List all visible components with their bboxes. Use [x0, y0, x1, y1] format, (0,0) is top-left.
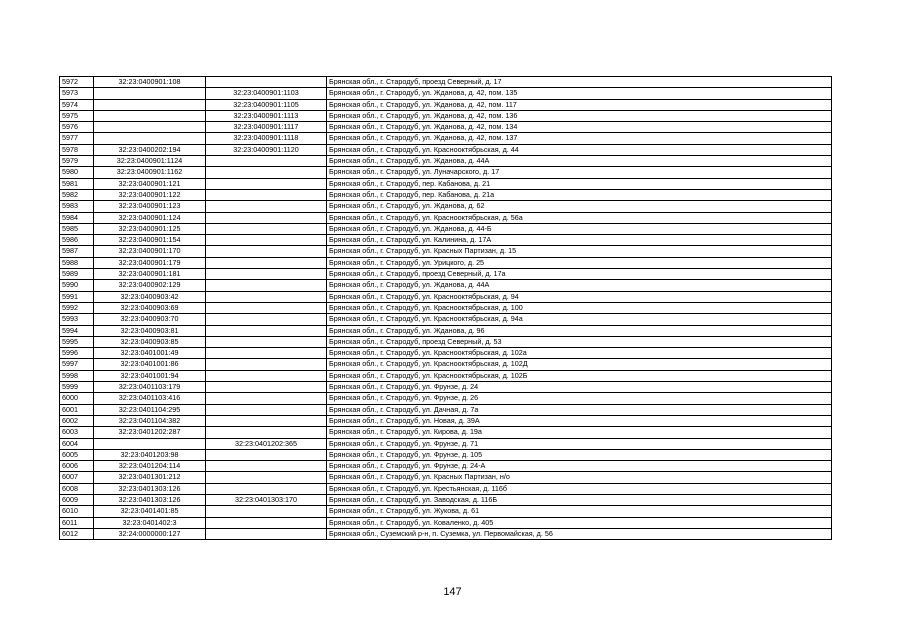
address-cell: Брянская обл., г. Стародуб, ул. Жданова, д. 42, пом. 117 — [327, 99, 832, 110]
row-number-cell: 6006 — [60, 461, 94, 472]
cadastral-number-2-cell — [206, 506, 327, 517]
row-number-cell: 5977 — [60, 133, 94, 144]
address-cell: Брянская обл., г. Стародуб, ул. Дачная, д. 7а — [327, 404, 832, 415]
cadastral-number-cell — [94, 88, 206, 99]
cadastral-number-2-cell — [206, 461, 327, 472]
address-cell: Брянская обл., г. Стародуб, ул. Жданова, д. 44А — [327, 156, 832, 167]
row-number-cell: 5990 — [60, 280, 94, 291]
cadastral-number-cell: 32:23:0401001:49 — [94, 348, 206, 359]
cadastral-number-2-cell — [206, 348, 327, 359]
cadastral-number-cell: 32:23:0401303:126 — [94, 483, 206, 494]
table-row — [60, 427, 832, 438]
cadastral-number-2-cell: 32:23:0400901:1118 — [206, 133, 327, 144]
registry-table — [59, 76, 832, 540]
row-number-cell: 5995 — [60, 336, 94, 347]
address-cell: Брянская обл., г. Стародуб, ул. Фрунзе, д. 105 — [327, 449, 832, 460]
cadastral-number-2-cell: 32:23:0400901:1103 — [206, 88, 327, 99]
table-row — [60, 167, 832, 178]
address-cell: Брянская обл., г. Стародуб, ул. Краснооктябрьская, д. 94а — [327, 314, 832, 325]
cadastral-number-cell: 32:23:0401001:94 — [94, 370, 206, 381]
table-row — [60, 246, 832, 257]
cadastral-number-2-cell — [206, 246, 327, 257]
cadastral-number-2-cell — [206, 291, 327, 302]
address-cell: Брянская обл., г. Стародуб, ул. Фрунзе, д. 24 — [327, 382, 832, 393]
page-number: 147 — [443, 586, 462, 598]
cadastral-number-cell — [94, 438, 206, 449]
address-cell: Брянская обл., г. Стародуб, пер. Кабанова, д. 21а — [327, 189, 832, 200]
table-row — [60, 189, 832, 200]
cadastral-number-2-cell — [206, 314, 327, 325]
row-number-cell: 6008 — [60, 483, 94, 494]
row-number-cell: 5978 — [60, 144, 94, 155]
cadastral-number-cell: 32:23:0401204:114 — [94, 461, 206, 472]
row-number-cell: 6000 — [60, 393, 94, 404]
cadastral-number-2-cell: 32:23:0400901:1105 — [206, 99, 327, 110]
address-cell: Брянская обл., г. Стародуб, ул. Жданова, д. 42, пом. 137 — [327, 133, 832, 144]
cadastral-number-2-cell: 32:23:0401303:170 — [206, 494, 327, 505]
row-number-cell: 5994 — [60, 325, 94, 336]
address-cell: Брянская обл., Суземский р-н, п. Суземка, ул. Первомайская, д. 56 — [327, 528, 832, 539]
table-row — [60, 472, 832, 483]
address-cell: Брянская обл., г. Стародуб, пер. Кабанова, д. 21 — [327, 178, 832, 189]
cadastral-number-2-cell — [206, 212, 327, 223]
address-cell: Брянская обл., г. Стародуб, ул. Краснооктябрьская, д. 94 — [327, 291, 832, 302]
address-cell: Брянская обл., г. Стародуб, ул. Краснооктябрьская, д. 100 — [327, 302, 832, 313]
row-number-cell: 5979 — [60, 156, 94, 167]
address-cell: Брянская обл., г. Стародуб, ул. Краснооктябрьская, д. 102Д — [327, 359, 832, 370]
table-row — [60, 449, 832, 460]
row-number-cell: 5983 — [60, 201, 94, 212]
address-cell: Брянская обл., г. Стародуб, ул. Фрунзе, д. 24-А — [327, 461, 832, 472]
row-number-cell: 6001 — [60, 404, 94, 415]
cadastral-number-cell: 32:23:0401301:212 — [94, 472, 206, 483]
table-row — [60, 178, 832, 189]
row-number-cell: 5991 — [60, 291, 94, 302]
cadastral-number-2-cell — [206, 269, 327, 280]
cadastral-number-2-cell — [206, 483, 327, 494]
cadastral-number-2-cell — [206, 393, 327, 404]
cadastral-number-2-cell — [206, 189, 327, 200]
cadastral-number-cell: 32:23:0400901:170 — [94, 246, 206, 257]
cadastral-number-cell: 32:23:0400901:108 — [94, 77, 206, 88]
address-cell: Брянская обл., г. Стародуб, ул. Красных Партизан, д. 15 — [327, 246, 832, 257]
address-cell: Брянская обл., г. Стародуб, ул. Жданова, д. 42, пом. 135 — [327, 88, 832, 99]
address-cell: Брянская обл., г. Стародуб, ул. Жданова, д. 42, пом. 136 — [327, 110, 832, 121]
table-row — [60, 348, 832, 359]
address-cell: Брянская обл., г. Стародуб, ул. Жукова, д. 61 — [327, 506, 832, 517]
address-cell: Брянская обл., г. Стародуб, ул. Краснооктябрьская, д. 56а — [327, 212, 832, 223]
cadastral-number-cell: 32:23:0400903:81 — [94, 325, 206, 336]
address-cell: Брянская обл., г. Стародуб, ул. Краснооктябрьская, д. 44 — [327, 144, 832, 155]
cadastral-number-cell: 32:23:0401203:98 — [94, 449, 206, 460]
row-number-cell: 5989 — [60, 269, 94, 280]
table-row — [60, 370, 832, 381]
cadastral-number-2-cell — [206, 427, 327, 438]
table-row — [60, 494, 832, 505]
cadastral-number-cell: 32:23:0400902:129 — [94, 280, 206, 291]
address-cell: Брянская обл., г. Стародуб, ул. Калинина, д. 17А — [327, 235, 832, 246]
cadastral-number-2-cell — [206, 370, 327, 381]
address-cell: Брянская обл., г. Стародуб, ул. Краснооктябрьская, д. 102Б — [327, 370, 832, 381]
table-row — [60, 99, 832, 110]
table-row — [60, 110, 832, 121]
cadastral-number-2-cell — [206, 449, 327, 460]
row-number-cell: 6012 — [60, 528, 94, 539]
table-row — [60, 291, 832, 302]
cadastral-number-cell — [94, 122, 206, 133]
table-row — [60, 201, 832, 212]
row-number-cell: 5982 — [60, 189, 94, 200]
row-number-cell: 5985 — [60, 223, 94, 234]
row-number-cell: 6011 — [60, 517, 94, 528]
address-cell: Брянская обл., г. Стародуб, проезд Северный, д. 17а — [327, 269, 832, 280]
cadastral-number-cell: 32:23:0400901:123 — [94, 201, 206, 212]
cadastral-number-cell: 32:23:0401103:416 — [94, 393, 206, 404]
cadastral-number-cell: 32:23:0401104:382 — [94, 415, 206, 426]
row-number-cell: 6009 — [60, 494, 94, 505]
table-row — [60, 404, 832, 415]
cadastral-number-2-cell — [206, 178, 327, 189]
row-number-cell: 6003 — [60, 427, 94, 438]
row-number-cell: 5980 — [60, 167, 94, 178]
address-cell: Брянская обл., г. Стародуб, ул. Кирова, д. 19а — [327, 427, 832, 438]
row-number-cell: 5972 — [60, 77, 94, 88]
row-number-cell: 5973 — [60, 88, 94, 99]
cadastral-number-cell: 32:23:0401402:3 — [94, 517, 206, 528]
cadastral-number-2-cell: 32:23:0400901:1117 — [206, 122, 327, 133]
cadastral-number-cell: 32:23:0400903:69 — [94, 302, 206, 313]
address-cell: Брянская обл., г. Стародуб, ул. Крестьянская, д. 116б — [327, 483, 832, 494]
table-row — [60, 359, 832, 370]
table-row — [60, 122, 832, 133]
cadastral-number-2-cell — [206, 325, 327, 336]
table-row — [60, 528, 832, 539]
cadastral-number-cell: 32:23:0400901:181 — [94, 269, 206, 280]
row-number-cell: 5984 — [60, 212, 94, 223]
row-number-cell: 6007 — [60, 472, 94, 483]
address-cell: Брянская обл., г. Стародуб, проезд Северный, д. 53 — [327, 336, 832, 347]
address-cell: Брянская обл., г. Стародуб, ул. Жданова, д. 96 — [327, 325, 832, 336]
row-number-cell: 5981 — [60, 178, 94, 189]
cadastral-number-2-cell: 32:23:0400901:1120 — [206, 144, 327, 155]
address-cell: Брянская обл., г. Стародуб, ул. Краснооктябрьская, д. 102а — [327, 348, 832, 359]
row-number-cell: 6005 — [60, 449, 94, 460]
cadastral-number-cell — [94, 110, 206, 121]
table-row — [60, 212, 832, 223]
cadastral-number-cell: 32:23:0400901:1162 — [94, 167, 206, 178]
row-number-cell: 6002 — [60, 415, 94, 426]
cadastral-number-cell: 32:23:0400903:85 — [94, 336, 206, 347]
cadastral-number-2-cell — [206, 336, 327, 347]
cadastral-number-2-cell — [206, 235, 327, 246]
cadastral-number-cell: 32:23:0401202:287 — [94, 427, 206, 438]
table-row — [60, 393, 832, 404]
cadastral-number-cell: 32:23:0400901:1124 — [94, 156, 206, 167]
cadastral-number-2-cell — [206, 302, 327, 313]
address-cell: Брянская обл., г. Стародуб, ул. Коваленко, д. 405 — [327, 517, 832, 528]
row-number-cell: 5974 — [60, 99, 94, 110]
address-cell: Брянская обл., г. Стародуб, ул. Луначарского, д. 17 — [327, 167, 832, 178]
cadastral-number-cell: 32:23:0401401:85 — [94, 506, 206, 517]
address-cell: Брянская обл., г. Стародуб, ул. Жданова, д. 62 — [327, 201, 832, 212]
cadastral-number-2-cell — [206, 359, 327, 370]
cadastral-number-2-cell: 32:23:0400901:1113 — [206, 110, 327, 121]
cadastral-number-2-cell — [206, 167, 327, 178]
cadastral-number-cell — [94, 133, 206, 144]
table-row — [60, 325, 832, 336]
cadastral-number-cell: 32:23:0400901:179 — [94, 257, 206, 268]
row-number-cell: 5975 — [60, 110, 94, 121]
table-row — [60, 314, 832, 325]
cadastral-number-cell: 32:23:0400903:42 — [94, 291, 206, 302]
row-number-cell: 5997 — [60, 359, 94, 370]
table-row — [60, 269, 832, 280]
address-cell: Брянская обл., г. Стародуб, проезд Северный, д. 17 — [327, 77, 832, 88]
cadastral-number-cell: 32:23:0400901:154 — [94, 235, 206, 246]
table-row — [60, 88, 832, 99]
cadastral-number-cell — [94, 99, 206, 110]
cadastral-number-cell: 32:23:0400202:194 — [94, 144, 206, 155]
address-cell: Брянская обл., г. Стародуб, ул. Красных Партизан, н/о — [327, 472, 832, 483]
table-row — [60, 336, 832, 347]
address-cell: Брянская обл., г. Стародуб, ул. Урицкого, д. 25 — [327, 257, 832, 268]
row-number-cell: 6010 — [60, 506, 94, 517]
row-number-cell: 5999 — [60, 382, 94, 393]
cadastral-number-2-cell — [206, 223, 327, 234]
address-cell: Брянская обл., г. Стародуб, ул. Жданова, д. 44А — [327, 280, 832, 291]
address-cell: Брянская обл., г. Стародуб, ул. Фрунзе, д. 71 — [327, 438, 832, 449]
cadastral-number-2-cell — [206, 280, 327, 291]
table-row — [60, 483, 832, 494]
row-number-cell: 5992 — [60, 302, 94, 313]
cadastral-number-cell: 32:23:0400901:124 — [94, 212, 206, 223]
table-row — [60, 302, 832, 313]
registry-table-body — [60, 77, 832, 540]
table-row — [60, 235, 832, 246]
cadastral-number-2-cell — [206, 517, 327, 528]
cadastral-number-cell: 32:23:0401103:179 — [94, 382, 206, 393]
table-row — [60, 438, 832, 449]
table-row — [60, 517, 832, 528]
table-row — [60, 156, 832, 167]
row-number-cell: 5986 — [60, 235, 94, 246]
cadastral-number-cell: 32:23:0401303:126 — [94, 494, 206, 505]
cadastral-number-2-cell — [206, 77, 327, 88]
table-row — [60, 144, 832, 155]
row-number-cell: 5987 — [60, 246, 94, 257]
cadastral-number-cell: 32:23:0401001:86 — [94, 359, 206, 370]
cadastral-number-2-cell — [206, 382, 327, 393]
row-number-cell: 5996 — [60, 348, 94, 359]
address-cell: Брянская обл., г. Стародуб, ул. Жданова, д. 44-Б — [327, 223, 832, 234]
row-number-cell: 6004 — [60, 438, 94, 449]
address-cell: Брянская обл., г. Стародуб, ул. Новая, д. 39А — [327, 415, 832, 426]
cadastral-number-cell: 32:23:0400901:125 — [94, 223, 206, 234]
cadastral-number-2-cell — [206, 404, 327, 415]
cadastral-number-2-cell — [206, 528, 327, 539]
cadastral-number-cell: 32:23:0400901:121 — [94, 178, 206, 189]
table-row — [60, 257, 832, 268]
cadastral-number-cell: 32:23:0400901:122 — [94, 189, 206, 200]
cadastral-number-2-cell — [206, 156, 327, 167]
row-number-cell: 5988 — [60, 257, 94, 268]
cadastral-number-cell: 32:23:0400903:70 — [94, 314, 206, 325]
table-row — [60, 506, 832, 517]
table-row — [60, 133, 832, 144]
row-number-cell: 5998 — [60, 370, 94, 381]
table-row — [60, 382, 832, 393]
table-row — [60, 280, 832, 291]
cadastral-number-2-cell — [206, 415, 327, 426]
table-row — [60, 415, 832, 426]
row-number-cell: 5976 — [60, 122, 94, 133]
address-cell: Брянская обл., г. Стародуб, ул. Заводская, д. 116Б — [327, 494, 832, 505]
row-number-cell: 5993 — [60, 314, 94, 325]
cadastral-number-2-cell: 32:23:0401202:365 — [206, 438, 327, 449]
table-row — [60, 77, 832, 88]
cadastral-number-2-cell — [206, 201, 327, 212]
address-cell: Брянская обл., г. Стародуб, ул. Фрунзе, д. 26 — [327, 393, 832, 404]
table-row — [60, 461, 832, 472]
cadastral-number-cell: 32:23:0401104:295 — [94, 404, 206, 415]
address-cell: Брянская обл., г. Стародуб, ул. Жданова, д. 42, пом. 134 — [327, 122, 832, 133]
table-row — [60, 223, 832, 234]
cadastral-number-2-cell — [206, 257, 327, 268]
cadastral-number-2-cell — [206, 472, 327, 483]
cadastral-number-cell: 32:24:0000000:127 — [94, 528, 206, 539]
